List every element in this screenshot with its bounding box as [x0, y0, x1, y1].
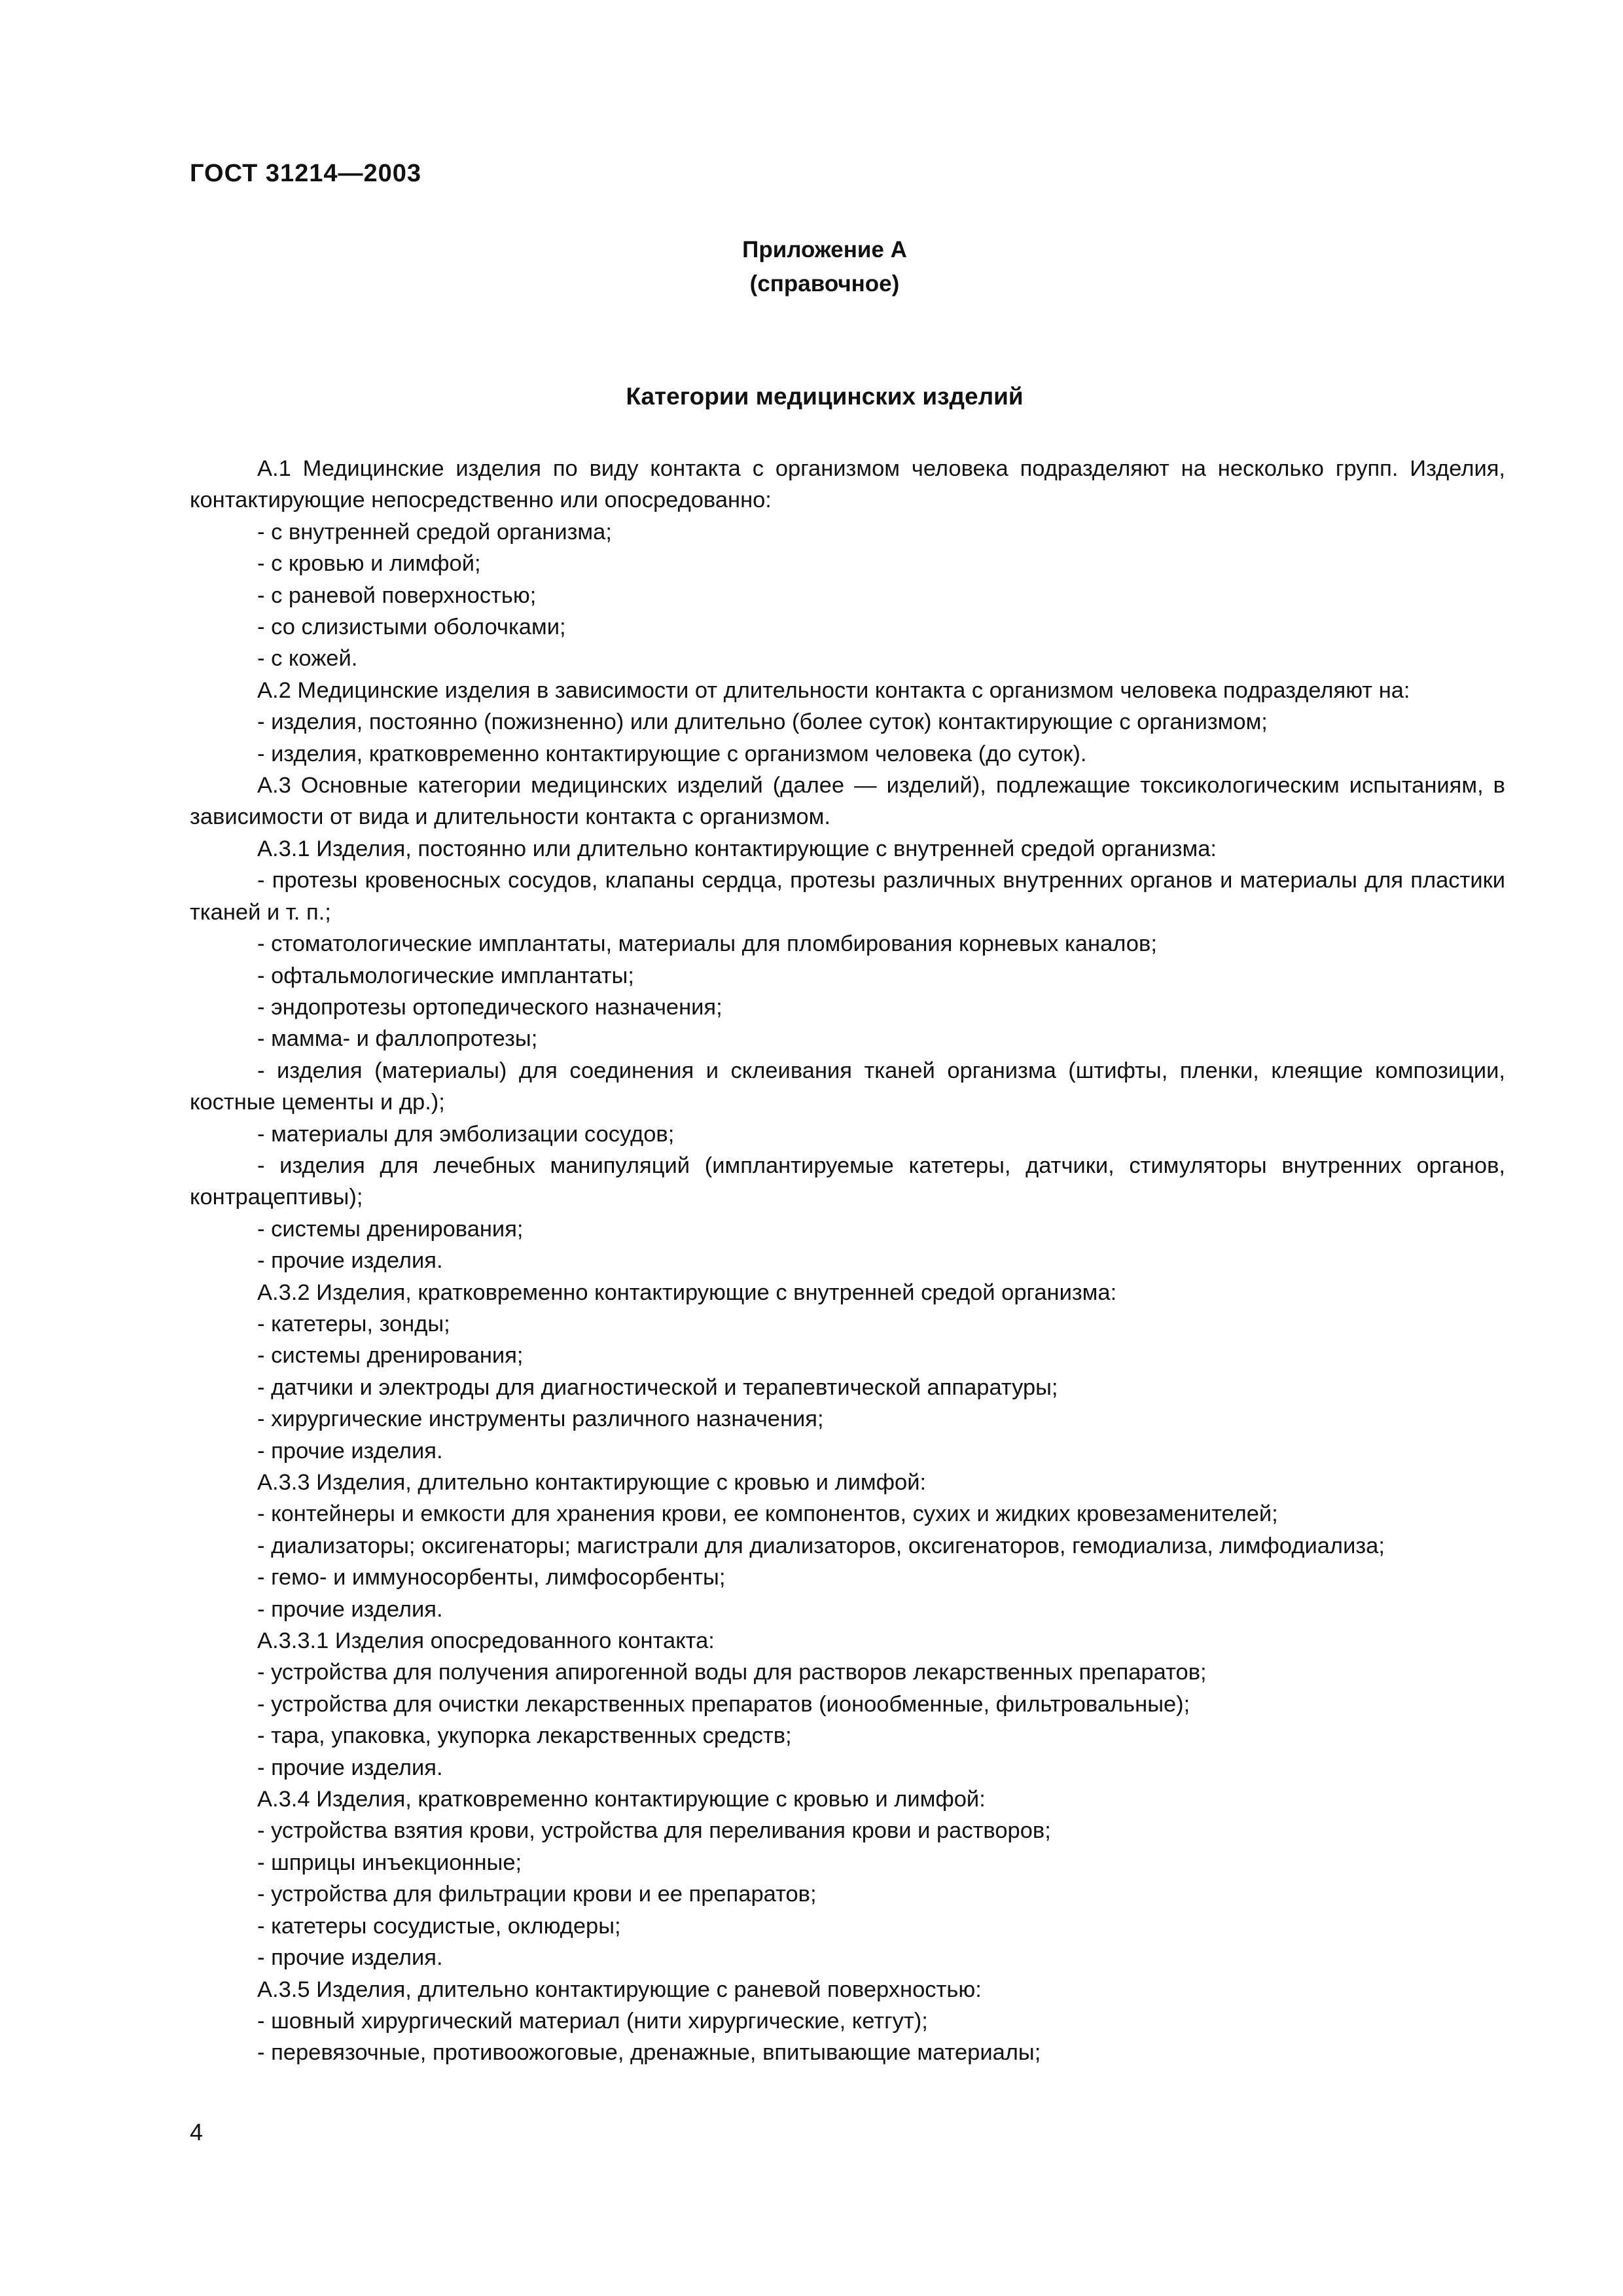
list-item: - системы дренирования; [257, 1343, 524, 1369]
list-item: - прочие изделия. [257, 1438, 443, 1463]
list-item: - прочие изделия. [257, 1248, 443, 1274]
list-item: - хирургические инструменты различного назначения; [257, 1407, 824, 1432]
list-item: - гемо- и иммуносорбенты, лимфосорбенты; [257, 1565, 726, 1590]
section-paragraph: А.3.2 Изделия, кратковременно контактирующие с внутренней средой организма: [257, 1280, 1117, 1305]
list-item: - с внутренней средой организма; [257, 519, 612, 545]
list-item: - со слизистыми оболочками; [257, 615, 566, 640]
document-body [190, 453, 1505, 2069]
section-paragraph: А.3.3 Изделия, длительно контактирующие с кровью и лимфой: [257, 1470, 927, 1495]
list-item: - катетеры, зонды; [257, 1311, 450, 1336]
list-item: - изделия, постоянно (пожизненно) или длительно (более суток) контактирующие с организмом; [257, 709, 1268, 735]
list-item: - устройства взятия крови, устройства для переливания крови и растворов; [257, 1818, 1051, 1844]
document-code: ГОСТ 31214—2003 [190, 160, 422, 187]
list-item: - изделия (материалы) для соединения и склеивания тканей организма (штифты, пленки, клеящие композиции, костные цементы и др.); [190, 1058, 1505, 1115]
list-item: - с раневой поверхностью; [257, 583, 537, 608]
list-item: - шприцы инъекционные; [257, 1850, 522, 1875]
list-item: - тара, упаковка, укупорка лекарственных средств; [257, 1723, 792, 1749]
list-item: - изделия, кратковременно контактирующие с организмом человека (до суток). [257, 741, 1087, 766]
list-item: - прочие изделия. [257, 1945, 443, 1971]
annex-title: Приложение А [742, 237, 907, 262]
page-number: 4 [190, 2119, 204, 2145]
section-paragraph: А.3.1 Изделия, постоянно или длительно контактирующие с внутренней средой организма: [257, 836, 1217, 861]
annex-type: (справочное) [749, 271, 900, 296]
section-paragraph: А.3.5 Изделия, длительно контактирующие с раневой поверхностью: [257, 1977, 982, 2002]
list-item: - перевязочные, противоожоговые, дренажные, впитывающие материалы; [257, 2040, 1041, 2066]
list-item: - офтальмологические имплантаты; [257, 963, 634, 988]
section-title: Категории медицинских изделий [626, 383, 1024, 410]
list-item: - шовный хирургический материал (нити хирургические, кетгут); [257, 2008, 928, 2034]
section-paragraph: А.3 Основные категории медицинских изделий (далее — изделий), подлежащие токсикологическим испытаниям, в зависимости от вида и длительности контакта с организмом. [190, 773, 1505, 830]
list-item: - с кровью и лимфой; [257, 551, 481, 577]
list-item: - устройства для получения апирогенной воды для растворов лекарственных препаратов; [257, 1660, 1207, 1685]
list-item: - материалы для эмболизации сосудов; [257, 1121, 675, 1147]
list-item: - диализаторы; оксигенаторы; магистрали для диализаторов, оксигенаторов, гемодиализа, лимфодиализа; [257, 1533, 1385, 1558]
section-paragraph: А.2 Медицинские изделия в зависимости от длительности контакта с организмом человека подразделяют на: [257, 677, 1410, 703]
list-item: - датчики и электроды для диагностической и терапевтической аппаратуры; [257, 1374, 1058, 1400]
list-item: - устройства для фильтрации крови и ее препаратов; [257, 1882, 817, 1907]
section-paragraph: А.3.3.1 Изделия опосредованного контакта: [257, 1628, 715, 1654]
list-item: - протезы кровеносных сосудов, клапаны сердца, протезы различных внутренних органов и материалы для пластики тканей и т. п.; [190, 868, 1505, 925]
section-paragraph: А.1 Медицинские изделия по виду контакта с организмом человека подразделяют на несколько групп. Изделия, контактирующие непосредственно или опосредованно: [190, 456, 1505, 513]
list-item: - стоматологические имплантаты, материалы для пломбирования корневых каналов; [257, 931, 1157, 957]
list-item: - изделия для лечебных манипуляций (имплантируемые катетеры, датчики, стимуляторы внутренних органов, контрацептивы); [190, 1153, 1505, 1210]
list-item: - с кожей. [257, 646, 358, 672]
list-item: - эндопротезы ортопедического назначения; [257, 994, 722, 1020]
list-item: - системы дренирования; [257, 1216, 524, 1242]
section-paragraph: А.3.4 Изделия, кратковременно контактирующие с кровью и лимфой: [257, 1787, 986, 1812]
list-item: - мамма- и фаллопротезы; [257, 1026, 538, 1052]
list-item: - катетеры сосудистые, оклюдеры; [257, 1913, 621, 1939]
list-item: - прочие изделия. [257, 1596, 443, 1622]
list-item: - устройства для очистки лекарственных препаратов (ионообменные, фильтровальные); [257, 1691, 1190, 1717]
list-item: - прочие изделия. [257, 1755, 443, 1780]
list-item: - контейнеры и емкости для хранения крови, ее компонентов, сухих и жидких кровезаменителей; [257, 1501, 1278, 1527]
